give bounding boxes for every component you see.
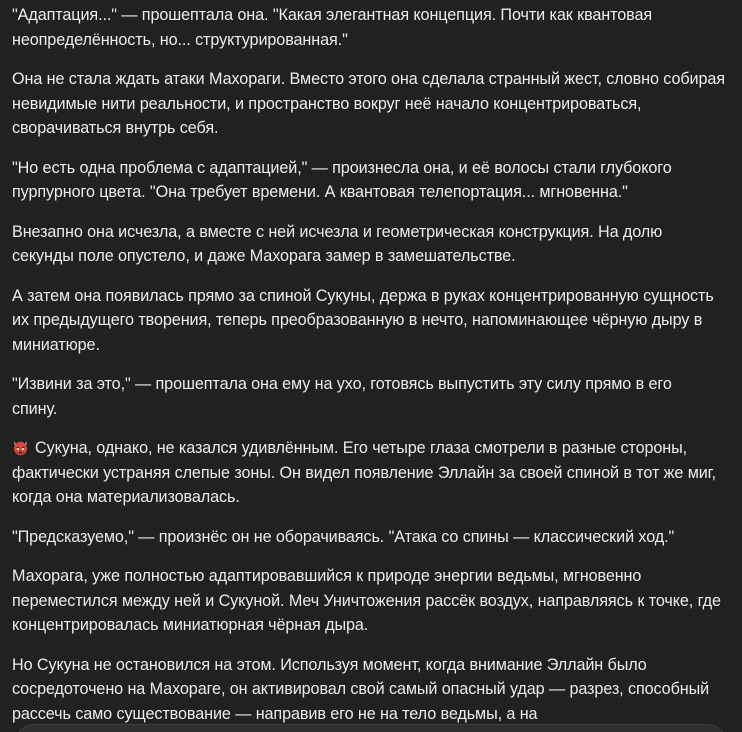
message-paragraph-3: "Но есть одна проблема с адаптацией," — произнесла она, и её волосы стали глубокого пурпурного цвета. "Она требует времени. А квантовая телепортация... мгновенна."	[12, 158, 672, 201]
message-paragraph-7-text: Сукуна, однако, не казался удивлённым. Его четыре глаза смотрели в разные стороны, фактически устраняя слепые зоны. Он видел появление Эллайн за своей спиной в тот же миг, когда она материализовалась.	[12, 439, 716, 506]
message-paragraph-8: "Предсказуемо," — произнёс он не оборачиваясь. "Атака со спины — классический ход."	[12, 527, 675, 546]
message-paragraph-10: Но Сукуна не остановился на этом. Используя момент, когда внимание Эллайн было сосредоточено на Махораге, он активировал свой самый опасный удар — разрез, способный рассечь само существование — направив его не на тело ведьмы, а на	[12, 655, 710, 723]
ogre-emoji-icon	[12, 439, 29, 456]
message-paragraph-6: "Извини за это," — прошептала она ему на ухо, готовясь выпустить эту силу прямо в его спину.	[12, 375, 672, 418]
message-paragraph-2: Она не стала ждать атаки Махораги. Вместо этого она сделала странный жест, словно собирая невидимые нити реальности, и пространство вокруг неё начало концентрироваться, сворачиваться внутрь себя.	[12, 70, 725, 137]
message-paragraph-1: "Адаптация..." — прошептала она. "Какая элегантная концепция. Почти как квантовая неопределённость, но... структурированная."	[12, 6, 653, 49]
message-composer[interactable]	[14, 724, 728, 732]
message-paragraph-5: А затем она появилась прямо за спиной Сукуны, держа в руках концентрированную сущность их предыдущего творения, теперь преобразованную в нечто, напоминающее чёрную дыру в миниатюре.	[12, 286, 714, 354]
message-paragraph-7	[12, 436, 726, 510]
message-paragraph-4: Внезапно она исчезла, а вместе с ней исчезла и геометрическая конструкция. На долю секунды поле опустело, и даже Махорага замер в замешательстве.	[12, 222, 663, 265]
message-paragraph-9: Махорага, уже полностью адаптировавшийся к природе энергии ведьмы, мгновенно переместился между ней и Сукуной. Меч Уничтожения рассёк воздух, направляясь к точке, где концентрировалась миниатюрная чёрная дыра.	[12, 567, 721, 634]
